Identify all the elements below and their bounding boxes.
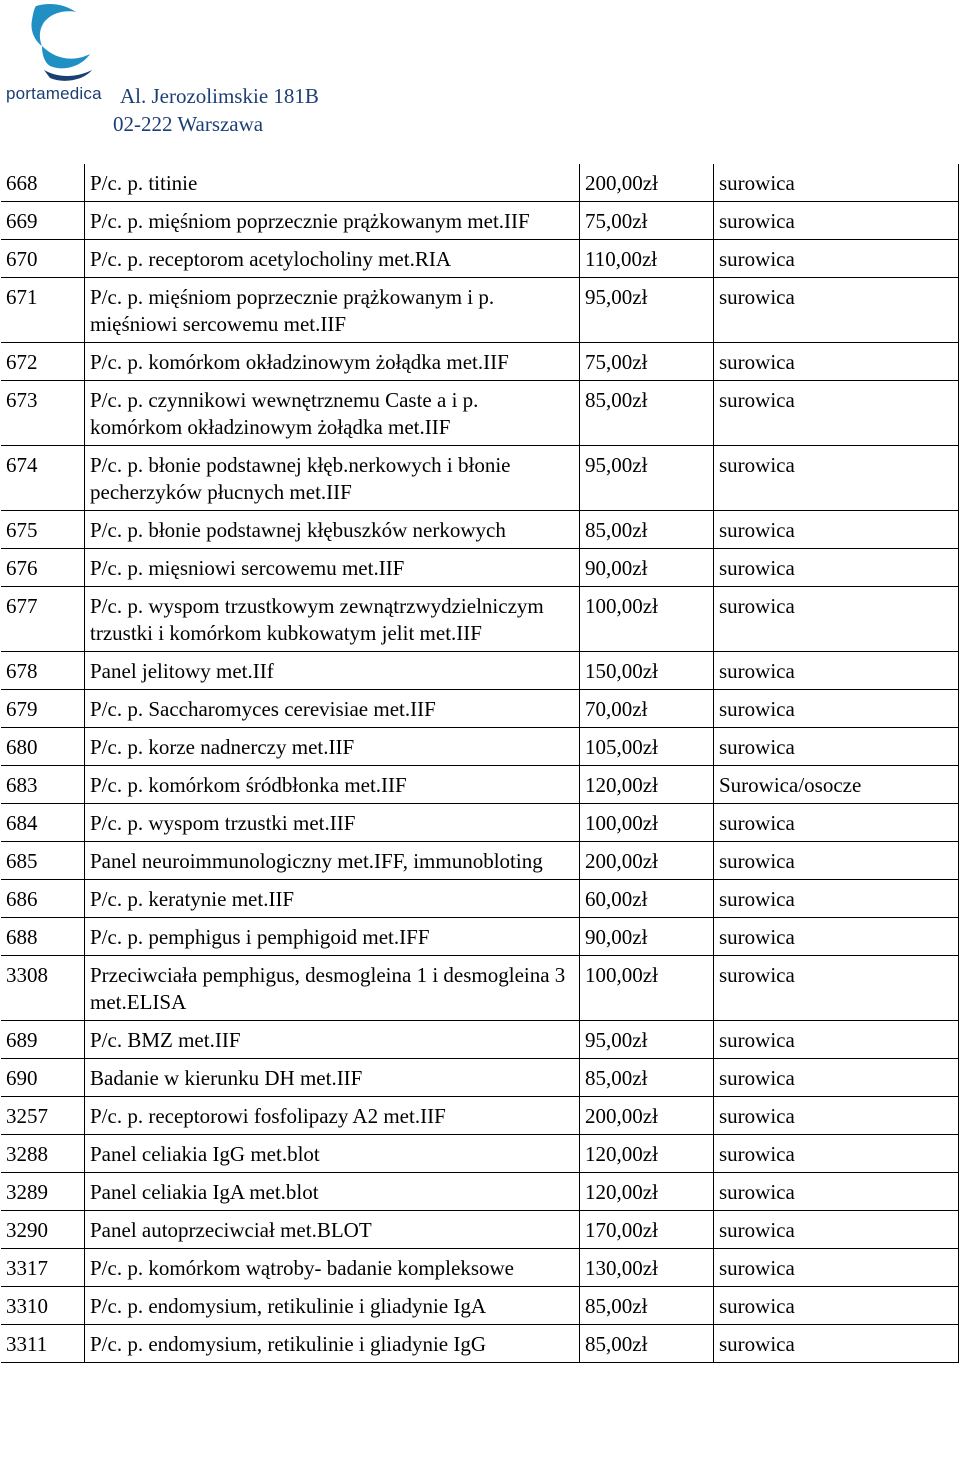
price-cell: 90,00zł xyxy=(580,549,714,587)
test-name-cell: P/c. p. endomysium, retikulinie i gliadynie IgA xyxy=(85,1287,580,1325)
table-row xyxy=(1,202,959,240)
material-cell: surowica xyxy=(714,1325,959,1363)
material-cell: surowica xyxy=(714,343,959,381)
price-cell: 85,00zł xyxy=(580,1059,714,1097)
test-name-cell: P/c. p. komórkom wątroby- badanie kompleksowe xyxy=(85,1249,580,1287)
material-cell: surowica xyxy=(714,202,959,240)
price-cell: 105,00zł xyxy=(580,728,714,766)
test-id-cell: 686 xyxy=(1,880,85,918)
material-cell: surowica xyxy=(714,278,959,343)
table-row xyxy=(1,587,959,652)
test-name-cell: P/c. p. błonie podstawnej kłęb.nerkowych i błonie pecherzyków płucnych met.IIF xyxy=(85,446,580,511)
test-id-cell: 684 xyxy=(1,804,85,842)
table-row xyxy=(1,446,959,511)
material-cell: surowica xyxy=(714,728,959,766)
material-cell: surowica xyxy=(714,956,959,1021)
address-line-2: 02-222 Warszawa xyxy=(113,112,264,136)
test-id-cell: 3290 xyxy=(1,1211,85,1249)
price-cell: 100,00zł xyxy=(580,956,714,1021)
price-cell: 120,00zł xyxy=(580,766,714,804)
address-line-1: Al. Jerozolimskie 181B xyxy=(120,84,319,108)
material-cell: surowica xyxy=(714,880,959,918)
price-cell: 85,00zł xyxy=(580,1325,714,1363)
test-name-cell: Panel celiakia IgG met.blot xyxy=(85,1135,580,1173)
test-id-cell: 676 xyxy=(1,549,85,587)
table-row xyxy=(1,1059,959,1097)
price-cell: 70,00zł xyxy=(580,690,714,728)
material-cell: surowica xyxy=(714,918,959,956)
table-row xyxy=(1,1325,959,1363)
test-name-cell: P/c. p. pemphigus i pemphigoid met.IFF xyxy=(85,918,580,956)
material-cell: surowica xyxy=(714,690,959,728)
price-cell: 95,00zł xyxy=(580,1021,714,1059)
price-cell: 60,00zł xyxy=(580,880,714,918)
test-id-cell: 675 xyxy=(1,511,85,549)
price-cell: 120,00zł xyxy=(580,1173,714,1211)
table-row xyxy=(1,343,959,381)
test-id-cell: 680 xyxy=(1,728,85,766)
table-row xyxy=(1,956,959,1021)
material-cell: surowica xyxy=(714,381,959,446)
table-row xyxy=(1,1135,959,1173)
test-name-cell: Panel autoprzeciwciał met.BLOT xyxy=(85,1211,580,1249)
table-row xyxy=(1,1287,959,1325)
material-cell: surowica xyxy=(714,1173,959,1211)
test-id-cell: 679 xyxy=(1,690,85,728)
table-row xyxy=(1,511,959,549)
test-id-cell: 690 xyxy=(1,1059,85,1097)
table-row xyxy=(1,652,959,690)
table-row xyxy=(1,804,959,842)
price-cell: 120,00zł xyxy=(580,1135,714,1173)
table-row xyxy=(1,766,959,804)
test-name-cell: P/c. p. komórkom śródbłonka met.IIF xyxy=(85,766,580,804)
test-id-cell: 689 xyxy=(1,1021,85,1059)
document-header xyxy=(0,0,400,150)
table-row xyxy=(1,278,959,343)
table-row xyxy=(1,1173,959,1211)
table-row xyxy=(1,728,959,766)
material-cell: surowica xyxy=(714,1135,959,1173)
test-name-cell: P/c. p. mięsniowi sercowemu met.IIF xyxy=(85,549,580,587)
price-cell: 170,00zł xyxy=(580,1211,714,1249)
material-cell: surowica xyxy=(714,446,959,511)
price-cell: 100,00zł xyxy=(580,804,714,842)
material-cell: surowica xyxy=(714,1059,959,1097)
table-row xyxy=(1,164,959,202)
table-row xyxy=(1,1249,959,1287)
material-cell: surowica xyxy=(714,1249,959,1287)
price-cell: 75,00zł xyxy=(580,202,714,240)
price-cell: 200,00zł xyxy=(580,1097,714,1135)
table-row xyxy=(1,381,959,446)
test-id-cell: 678 xyxy=(1,652,85,690)
material-cell: surowica xyxy=(714,1021,959,1059)
table-row xyxy=(1,690,959,728)
price-cell: 200,00zł xyxy=(580,842,714,880)
test-id-cell: 673 xyxy=(1,381,85,446)
test-id-cell: 674 xyxy=(1,446,85,511)
brand-name: portamedica xyxy=(6,84,102,103)
test-name-cell: P/c. p. receptorom acetylocholiny met.RIA xyxy=(85,240,580,278)
material-cell: surowica xyxy=(714,240,959,278)
table-row xyxy=(1,918,959,956)
test-id-cell: 3311 xyxy=(1,1325,85,1363)
table-row xyxy=(1,842,959,880)
test-name-cell: P/c. p. keratynie met.IIF xyxy=(85,880,580,918)
price-cell: 100,00zł xyxy=(580,587,714,652)
price-cell: 85,00zł xyxy=(580,511,714,549)
test-name-cell: P/c. p. endomysium, retikulinie i gliadynie IgG xyxy=(85,1325,580,1363)
material-cell: surowica xyxy=(714,1287,959,1325)
test-id-cell: 671 xyxy=(1,278,85,343)
test-name-cell: P/c. p. korze nadnerczy met.IIF xyxy=(85,728,580,766)
test-name-cell: P/c. p. mięśniom poprzecznie prążkowanym met.IIF xyxy=(85,202,580,240)
price-cell: 90,00zł xyxy=(580,918,714,956)
test-name-cell: Badanie w kierunku DH met.IIF xyxy=(85,1059,580,1097)
test-id-cell: 3310 xyxy=(1,1287,85,1325)
test-name-cell: P/c. p. mięśniom poprzecznie prążkowanym i p. mięśniowi sercowemu met.IIF xyxy=(85,278,580,343)
price-cell: 75,00zł xyxy=(580,343,714,381)
test-id-cell: 677 xyxy=(1,587,85,652)
table-row xyxy=(1,1211,959,1249)
material-cell: surowica xyxy=(714,549,959,587)
test-id-cell: 3257 xyxy=(1,1097,85,1135)
material-cell: surowica xyxy=(714,1211,959,1249)
test-name-cell: P/c. BMZ met.IIF xyxy=(85,1021,580,1059)
material-cell: surowica xyxy=(714,587,959,652)
price-cell: 85,00zł xyxy=(580,1287,714,1325)
test-id-cell: 672 xyxy=(1,343,85,381)
price-cell: 130,00zł xyxy=(580,1249,714,1287)
material-cell: surowica xyxy=(714,842,959,880)
test-id-cell: 668 xyxy=(6,171,38,195)
material-cell: surowica xyxy=(714,511,959,549)
test-id-cell: 670 xyxy=(1,240,85,278)
test-name-cell: P/c. p. wyspom trzustki met.IIF xyxy=(85,804,580,842)
test-name-cell: Panel jelitowy met.IIf xyxy=(85,652,580,690)
test-name-cell: P/c. p. czynnikowi wewnętrznemu Caste a i p. komórkom okładzinowym żołądka met.IIF xyxy=(85,381,580,446)
test-name-cell: P/c. p. wyspom trzustkowym zewnątrzwydzielniczym trzustki i komórkom kubkowatym jelit met.IIF xyxy=(85,587,580,652)
test-name-cell: P/c. p. komórkom okładzinowym żołądka met.IIF xyxy=(85,343,580,381)
price-table xyxy=(1,164,959,1363)
table-row xyxy=(1,240,959,278)
test-name-cell: Panel celiakia IgA met.blot xyxy=(85,1173,580,1211)
test-id-cell: 3289 xyxy=(1,1173,85,1211)
test-name-cell: P/c. p. błonie podstawnej kłębuszków nerkowych xyxy=(85,511,580,549)
table-row xyxy=(1,880,959,918)
price-cell: 150,00zł xyxy=(580,652,714,690)
test-id-cell: 683 xyxy=(1,766,85,804)
test-name-cell: P/c. p. titinie xyxy=(85,164,580,202)
table-row xyxy=(1,1021,959,1059)
test-id-cell: 3317 xyxy=(1,1249,85,1287)
test-id-cell: 3308 xyxy=(1,956,85,1021)
price-cell: 110,00zł xyxy=(580,240,714,278)
price-cell: 85,00zł xyxy=(580,381,714,446)
test-id-cell: 3288 xyxy=(1,1135,85,1173)
material-cell: surowica xyxy=(714,1097,959,1135)
material-cell: Surowica/osocze xyxy=(714,766,959,804)
price-cell: 95,00zł xyxy=(580,278,714,343)
test-name-cell: P/c. p. Saccharomyces cerevisiae met.IIF xyxy=(85,690,580,728)
test-name-cell: P/c. p. receptorowi fosfolipazy A2 met.IIF xyxy=(85,1097,580,1135)
material-cell: surowica xyxy=(714,804,959,842)
material-cell: surowica xyxy=(714,164,959,202)
test-id-cell: 688 xyxy=(1,918,85,956)
material-cell: surowica xyxy=(714,652,959,690)
test-name-cell: Panel neuroimmunologiczny met.IFF, immunobloting xyxy=(85,842,580,880)
test-id-cell: 685 xyxy=(1,842,85,880)
price-cell: 95,00zł xyxy=(580,446,714,511)
test-id-cell: 669 xyxy=(1,202,85,240)
test-name-cell: Przeciwciała pemphigus, desmogleina 1 i desmogleina 3 met.ELISA xyxy=(85,956,580,1021)
table-row xyxy=(1,549,959,587)
table-row xyxy=(1,1097,959,1135)
price-cell: 200,00zł xyxy=(580,164,714,202)
